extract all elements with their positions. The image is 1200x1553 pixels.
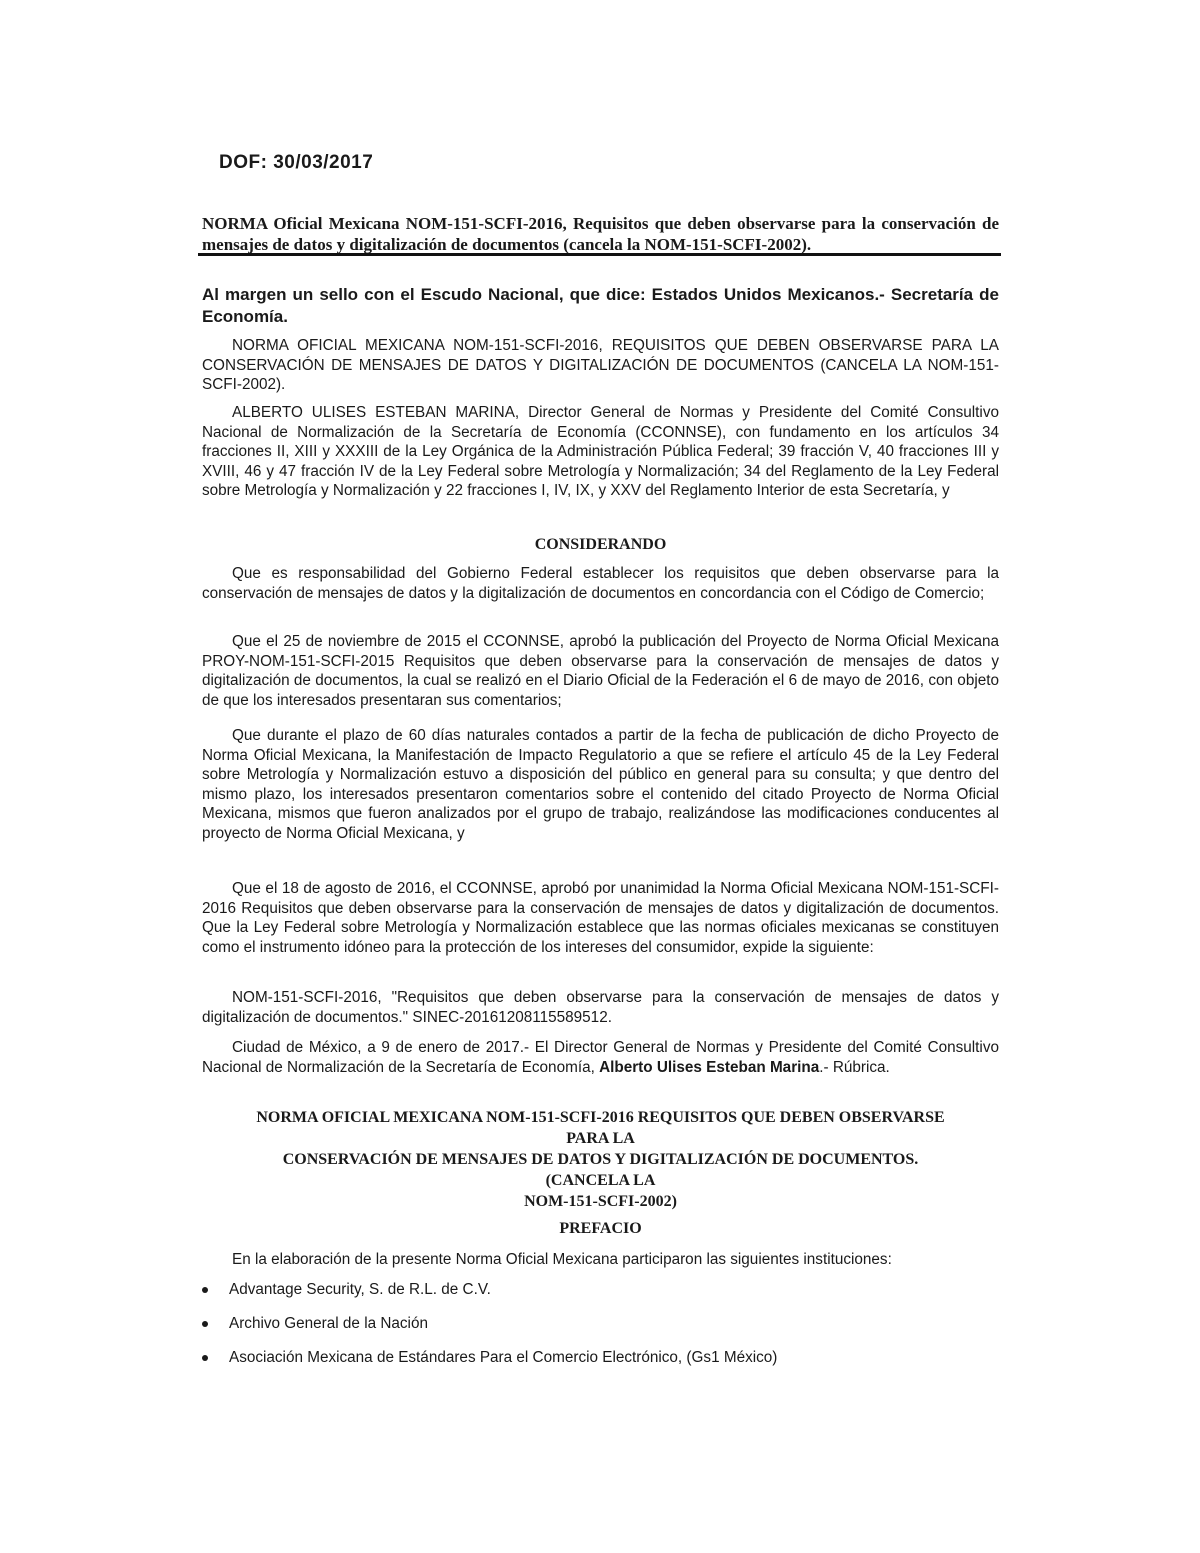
paragraph-signature	[202, 1038, 999, 1077]
bullet-icon	[202, 1355, 208, 1361]
paragraph-director: ALBERTO ULISES ESTEBAN MARINA, Director General de Normas y Presidente del Comité Consultivo Nacional de Normalización de la Secretaría de Economía (CCONNSE), con fundamento en los artículos 34 fracciones II, XIII y XXXIII de la Ley Orgánica de la Administración Pública Federal; 39 fracción V, 40 fracciones III y XVIII, 46 y 47 fracción IV de la Ley Federal sobre Metrología y Normalización; 34 del Reglamento de la Ley Federal sobre Metrología y Normalización y 22 fracciones I, IV, IX, y XXV del Reglamento Interior de esta Secretaría, y	[202, 404, 999, 500]
heading-prefacio: PREFACIO	[559, 1220, 642, 1237]
standard-title-line: PARA LA	[566, 1130, 635, 1147]
paragraph-considerando-4: Que el 18 de agosto de 2016, el CCONNSE, aprobó por unanimidad la Norma Oficial Mexicana NOM-151-SCFI-2016 Requisitos que deben observarse para la conservación de mensajes de datos y digitalización de documentos. Que la Ley Federal sobre Metrología y Normalización establece que las normas oficiales mexicanas se constituyen como el instrumento idóneo para la protección de los intereses del consumidor, expide la siguiente:	[202, 880, 999, 956]
signature-text: Ciudad de México, a 9 de enero de 2017.- El Director General de Normas y Presidente del Comité Consultivo Nacional de Normalización de la Secretaría de Economía,	[202, 1039, 999, 1076]
list-item	[202, 1280, 999, 1314]
heading-considerando: CONSIDERANDO	[534, 536, 667, 553]
document-title: NORMA Oficial Mexicana NOM-151-SCFI-2016, Requisitos que deben observarse para la conservación de mensajes de datos y digitalización de documentos (cancela la NOM-151-SCFI-2002).	[202, 214, 999, 254]
institution-name: Archivo General de la Nación	[229, 1315, 428, 1332]
institution-name: Advantage Security, S. de R.L. de C.V.	[229, 1281, 491, 1298]
bullet-icon	[202, 1321, 208, 1327]
standard-title-line: NORMA OFICIAL MEXICANA NOM-151-SCFI-2016 REQUISITOS QUE DEBEN OBSERVARSE	[256, 1109, 945, 1126]
dof-date: DOF: 30/03/2017	[219, 152, 374, 173]
list-item	[202, 1348, 999, 1382]
list-item	[202, 1314, 999, 1348]
institutions-list	[202, 1280, 999, 1382]
bullet-icon	[202, 1287, 208, 1293]
standard-title-line: (CANCELA LA	[545, 1172, 656, 1189]
institution-name: Asociación Mexicana de Estándares Para el Comercio Electrónico, (Gs1 México)	[229, 1349, 778, 1366]
title-rule	[198, 253, 1001, 256]
signature-rubrica: .- Rúbrica.	[819, 1058, 890, 1076]
paragraph-considerando-1: Que es responsabilidad del Gobierno Federal establecer los requisitos que deben observarse para la conservación de mensajes de datos y la digitalización de documentos en concordancia con el Código de Comercio;	[202, 565, 999, 602]
standard-title-line: NOM-151-SCFI-2002)	[524, 1193, 677, 1210]
paragraph-considerando-3: Que durante el plazo de 60 días naturales contados a partir de la fecha de publicación de dicho Proyecto de Norma Oficial Mexicana, la Manifestación de Impacto Regulatorio a que se refiere el artículo 45 de la Ley Federal sobre Metrología y Normalización estuvo a disposición del público en general para su consulta; y que dentro del mismo plazo, los interesados presentaron comentarios sobre el contenido del citado Proyecto de Norma Oficial Mexicana, mismos que fueron analizados por el grupo de trabajo, realizándose las modificaciones conducentes al proyecto de Norma Oficial Mexicana, y	[202, 727, 999, 842]
paragraph-norma-caps: NORMA OFICIAL MEXICANA NOM-151-SCFI-2016, REQUISITOS QUE DEBEN OBSERVARSE PARA LA CONSERVACIÓN DE MENSAJES DE DATOS Y DIGITALIZACIÓN DE DOCUMENTOS (CANCELA LA NOM-151-SCFI-2002).	[202, 337, 999, 394]
paragraph-considerando-2: Que el 25 de noviembre de 2015 el CCONNSE, aprobó la publicación del Proyecto de Norma Oficial Mexicana PROY-NOM-151-SCFI-2015 Requisitos que deben observarse para la conservación de mensajes de datos y digitalización de documentos, la cual se realizó en el Diario Oficial de la Federación el 6 de mayo de 2016, con objeto de que los interesados presentaran sus comentarios;	[202, 633, 999, 709]
margin-note: Al margen un sello con el Escudo Nacional, que dice: Estados Unidos Mexicanos.- Secretaría de Economía.	[202, 285, 999, 326]
standard-title-line: CONSERVACIÓN DE MENSAJES DE DATOS Y DIGITALIZACIÓN DE DOCUMENTOS.	[282, 1151, 919, 1168]
paragraph-nom-reference: NOM-151-SCFI-2016, "Requisitos que deben observarse para la conservación de mensajes de datos y digitalización de documentos." SINEC-20161208115589512.	[202, 989, 999, 1026]
standard-title	[202, 1107, 999, 1212]
paragraph-prefacio-intro: En la elaboración de la presente Norma Oficial Mexicana participaron las siguientes instituciones:	[232, 1251, 892, 1268]
signer-name: Alberto Ulises Esteban Marina	[599, 1058, 820, 1076]
